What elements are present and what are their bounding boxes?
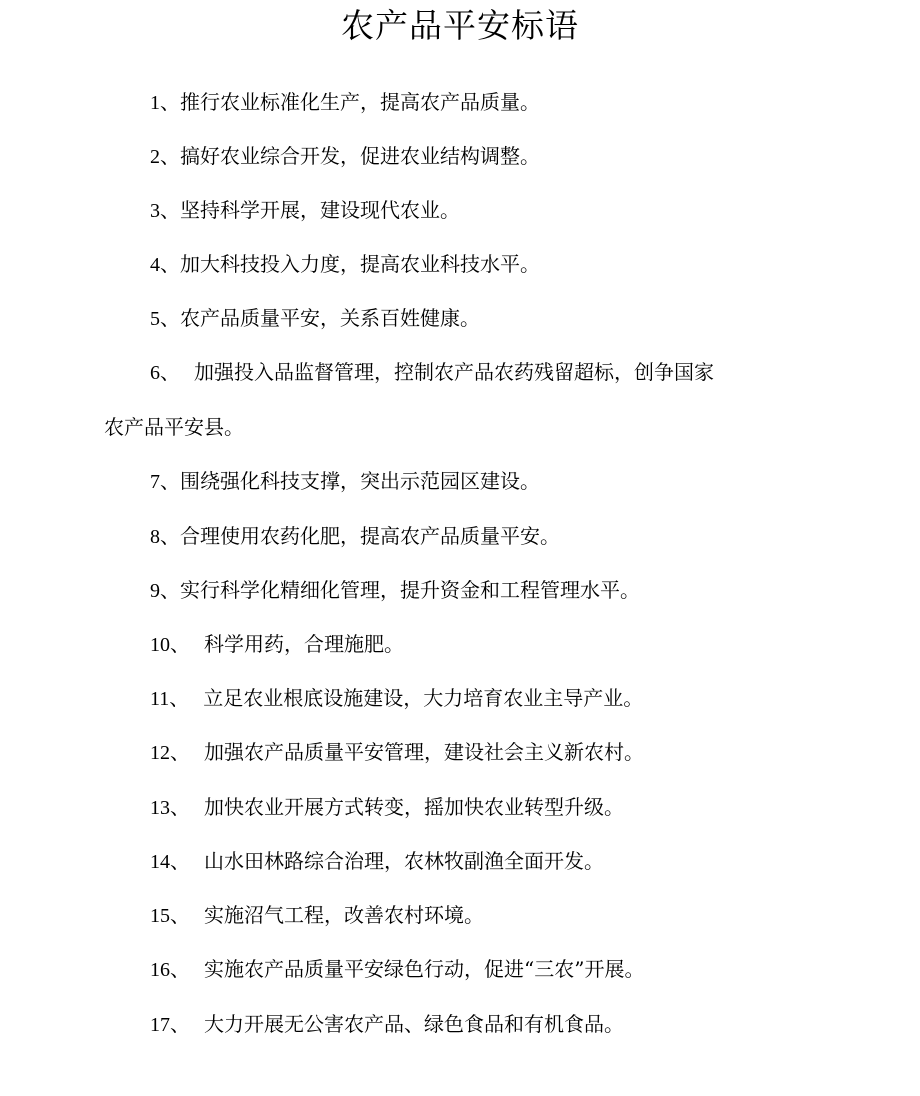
item-number: 9 [150, 580, 160, 602]
item-text: 立足农业根底设施建设，大力培育农业主导产业。 [203, 686, 644, 710]
item-text: 农产品质量平安，关系百姓健康。 [180, 306, 480, 330]
slogan-item-2 [150, 142, 540, 171]
item-number: 16 [150, 959, 170, 981]
slogan-item-15 [150, 901, 484, 930]
item-separator: 、 [160, 198, 180, 222]
slogan-item-7 [150, 467, 540, 496]
item-separator: 、 [160, 578, 180, 602]
item-separator: 、 [169, 686, 190, 710]
item-number: 15 [150, 905, 170, 927]
item-number: 17 [150, 1014, 170, 1036]
item-text: 加强农产品质量平安管理，建设社会主义新农村。 [204, 740, 644, 764]
item-text: 山水田林路综合治理，农林牧副渔全面开发。 [204, 849, 604, 873]
item-number: 4 [150, 254, 160, 276]
item-text: 科学用药，合理施肥。 [204, 632, 404, 656]
slogan-item-14 [150, 847, 604, 876]
item-text: 大力开展无公害农产品、绿色食品和有机食品。 [204, 1012, 624, 1036]
item-number: 6 [150, 362, 160, 384]
slogan-item-9 [150, 576, 640, 605]
item-text: 加快农业开展方式转变，摇加快农业转型升级。 [204, 795, 624, 819]
item-separator: 、 [160, 252, 180, 276]
slogan-item-16 [150, 955, 644, 984]
slogan-item-3 [150, 196, 460, 225]
item-text: 实施沼气工程，改善农村环境。 [204, 903, 484, 927]
item-separator: 、 [160, 90, 180, 114]
item-number: 11 [150, 688, 170, 710]
item-separator: 、 [170, 740, 190, 764]
item-number: 13 [150, 797, 170, 819]
item-separator: 、 [170, 795, 190, 819]
item-text: 合理使用农药化肥，提高农产品质量平安。 [180, 524, 560, 548]
item-number: 3 [150, 200, 160, 222]
slogan-item-6-continuation: 农产品平安县。 [104, 415, 244, 439]
item-text: 实施农产品质量平安绿色行动，促进“三农”开展。 [204, 957, 645, 981]
item-separator: 、 [170, 957, 190, 981]
item-text: 围绕强化科技支撑，突出示范园区建设。 [180, 469, 540, 493]
item-text: 搞好农业综合开发，促进农业结构调整。 [180, 144, 540, 168]
slogan-item-5 [150, 304, 480, 333]
item-number: 7 [150, 471, 160, 493]
item-separator: 、 [160, 306, 180, 330]
item-separator: 、 [170, 903, 190, 927]
slogan-item-4 [150, 250, 540, 279]
slogan-item-13 [150, 793, 624, 822]
item-separator: 、 [160, 524, 180, 548]
item-separator: 、 [170, 849, 190, 873]
slogan-item-6 [150, 358, 714, 387]
item-text: 加强投入品监督管理，控制农产品农药残留超标，创争国家 [194, 360, 714, 384]
item-separator: 、 [170, 1012, 190, 1036]
page-title: 农产品平安标语 [341, 6, 579, 45]
slogan-item-8 [150, 522, 560, 551]
item-separator: 、 [160, 360, 180, 384]
slogan-item-1 [150, 88, 540, 117]
item-number: 10 [150, 634, 170, 656]
item-number: 5 [150, 308, 160, 330]
slogan-item-17 [150, 1010, 624, 1039]
item-separator: 、 [160, 144, 180, 168]
item-text: 推行农业标准化生产，提高农产品质量。 [180, 90, 540, 114]
item-number: 1 [150, 92, 160, 114]
item-text: 实行科学化精细化管理，提升资金和工程管理水平。 [180, 578, 640, 602]
slogan-item-12 [150, 738, 644, 767]
item-text: 加大科技投入力度，提高农业科技水平。 [180, 252, 540, 276]
item-separator: 、 [160, 469, 180, 493]
item-number: 8 [150, 526, 160, 548]
item-number: 14 [150, 851, 170, 873]
slogan-item-10 [150, 630, 404, 659]
item-separator: 、 [170, 632, 190, 656]
item-number: 12 [150, 742, 170, 764]
item-text: 坚持科学开展，建设现代农业。 [180, 198, 460, 222]
slogan-item-11 [150, 684, 643, 713]
item-number: 2 [150, 146, 160, 168]
